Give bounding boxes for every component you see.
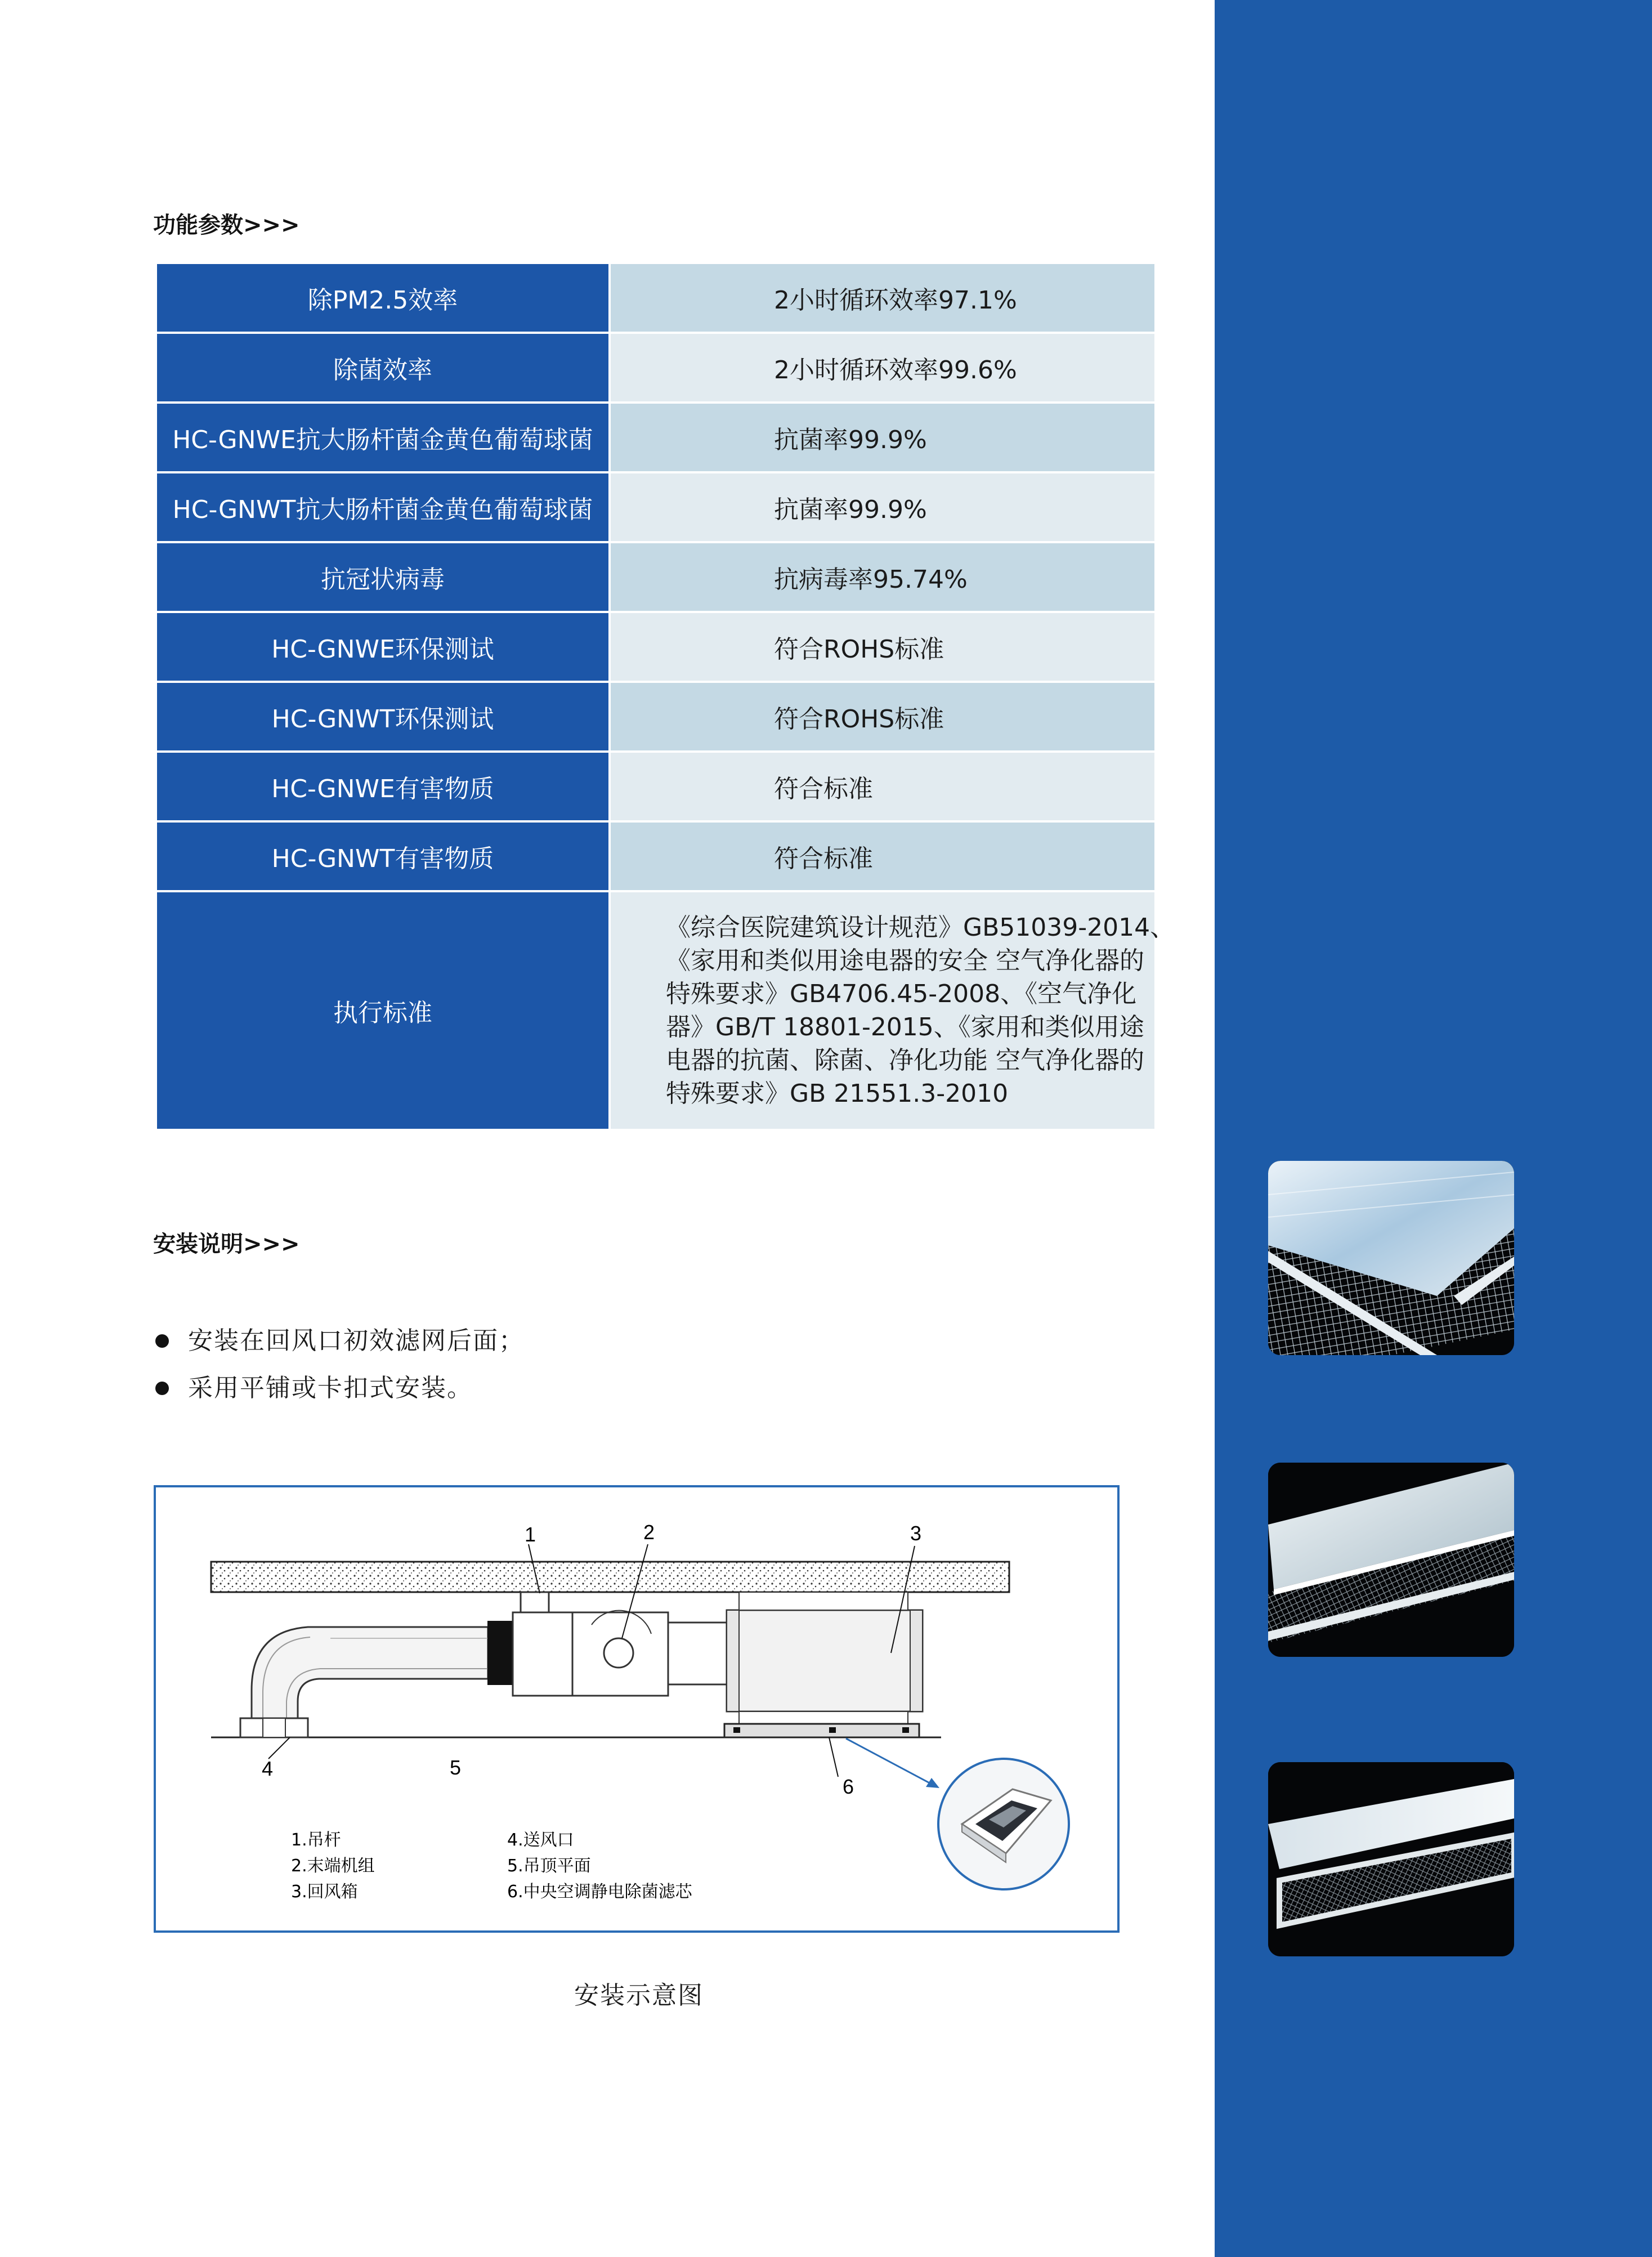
callout-6: 6 <box>843 1775 854 1798</box>
table-row <box>156 263 1156 333</box>
table-row-standard <box>156 891 1156 1130</box>
install-list <box>153 1317 525 1412</box>
legend-item: 6.中央空调静电除菌滤芯 <box>507 1882 692 1902</box>
legend-item: 3.回风箱 <box>291 1882 358 1902</box>
callout-5: 5 <box>450 1756 462 1779</box>
spec-key: HC-GNWT环保测试 <box>156 682 610 752</box>
spec-value: 抗菌率99.9% <box>610 472 1156 542</box>
standard-line: 《综合医院建筑设计规范》GB51039-2014、 <box>666 913 1175 942</box>
ceiling-slab <box>211 1562 1009 1592</box>
install-title: 安装说明>>> <box>153 1231 300 1257</box>
standard-line: 特殊要求》GB 21551.3-2010 <box>666 1079 1009 1108</box>
legend-item: 1.吊杆 <box>291 1830 341 1850</box>
table-row <box>156 752 1156 821</box>
fan-motor <box>604 1638 633 1668</box>
params-title: 功能参数>>> <box>153 212 300 238</box>
product-photo-filter-mesh <box>1268 1161 1514 1355</box>
list-item-text: 安装在回风口初效滤网后面； <box>188 1326 525 1355</box>
table-row <box>156 542 1156 612</box>
callout-2: 2 <box>643 1521 655 1544</box>
spec-value: 2小时循环效率99.6% <box>610 333 1156 403</box>
diagram-caption: 安装示意图 <box>574 1981 704 2010</box>
spec-value: 符合ROHS标准 <box>610 682 1156 752</box>
spec-key: 除菌效率 <box>156 333 610 403</box>
standard-line: 电器的抗菌、除菌、净化功能 空气净化器的 <box>666 1046 1144 1075</box>
spec-value: 抗菌率99.9% <box>610 403 1156 472</box>
callout-4: 4 <box>262 1757 274 1780</box>
legend-item: 2.末端机组 <box>291 1856 375 1876</box>
standard-line: 器》GB/T 18801-2015、《家用和类似用途 <box>666 1013 1144 1042</box>
hanger-rod <box>521 1592 549 1615</box>
legend-item: 5.吊顶平面 <box>507 1856 591 1876</box>
legend-item: 4.送风口 <box>507 1830 574 1850</box>
zoom-arrow <box>846 1738 933 1785</box>
standard-line: 特殊要求》GB4706.45-2008、《空气净化 <box>666 980 1137 1008</box>
spec-key: 抗冠状病毒 <box>156 542 610 612</box>
callout-1: 1 <box>525 1523 536 1546</box>
table-row <box>156 333 1156 403</box>
bullet-dot <box>155 1382 169 1395</box>
standard-line: 《家用和类似用途电器的安全 空气净化器的 <box>666 946 1144 975</box>
list-item <box>153 1365 525 1412</box>
spec-key: 除PM2.5效率 <box>156 263 610 333</box>
list-item-text: 采用平铺或卡扣式安装。 <box>188 1374 473 1402</box>
install-diagram <box>154 1485 1120 1933</box>
installation-drawing <box>156 1487 1117 1930</box>
list-item <box>153 1317 525 1365</box>
spec-key: HC-GNWE有害物质 <box>156 752 610 821</box>
connecting-duct <box>668 1623 727 1684</box>
table-row <box>156 821 1156 891</box>
table-row <box>156 403 1156 472</box>
flex-connector <box>488 1621 513 1684</box>
filter-element <box>724 1724 919 1737</box>
spec-table <box>155 262 1175 1131</box>
standard-key: 执行标准 <box>156 891 610 1130</box>
spec-value: 2小时循环效率97.1% <box>610 263 1156 333</box>
spec-value: 符合标准 <box>610 752 1156 821</box>
spec-key: HC-GNWE抗大肠杆菌金黄色葡萄球菌 <box>156 403 610 472</box>
fan-unit <box>513 1612 572 1696</box>
table-row <box>156 682 1156 752</box>
spec-key: HC-GNWT有害物质 <box>156 821 610 891</box>
table-row <box>156 612 1156 682</box>
spec-value: 抗病毒率95.74% <box>610 542 1156 612</box>
bullet-dot <box>155 1334 169 1348</box>
table-row <box>156 472 1156 542</box>
spec-value: 符合ROHS标准 <box>610 612 1156 682</box>
product-photo-filter-frame <box>1268 1762 1514 1956</box>
standard-value <box>610 891 1175 1130</box>
spec-key: HC-GNWE环保测试 <box>156 612 610 682</box>
product-photo-filter-panel <box>1268 1463 1514 1657</box>
callout-3: 3 <box>910 1522 922 1545</box>
spec-key: HC-GNWT抗大肠杆菌金黄色葡萄球菌 <box>156 472 610 542</box>
spec-value: 符合标准 <box>610 821 1156 891</box>
return-air-box <box>727 1610 923 1711</box>
